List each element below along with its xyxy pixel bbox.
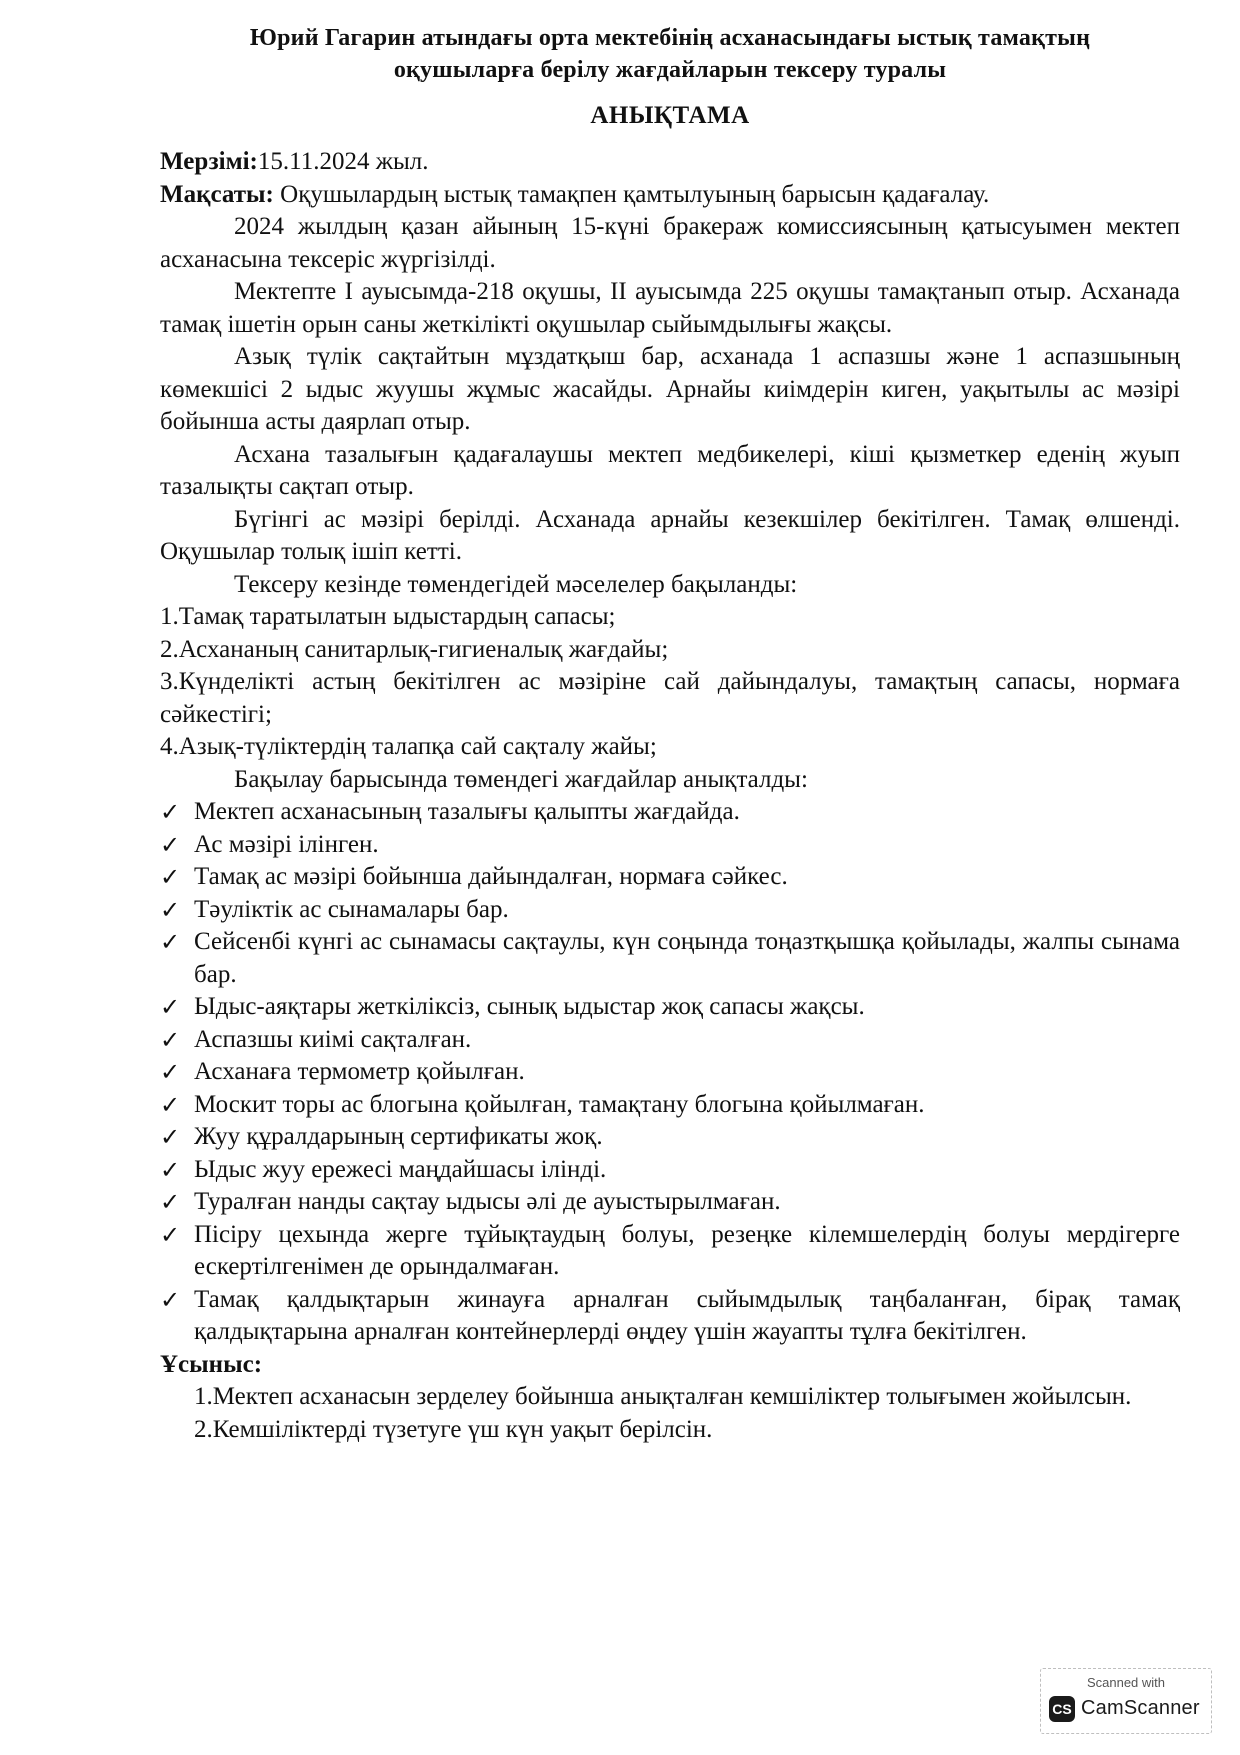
check-icon: ✓ — [160, 1025, 181, 1054]
check-icon: ✓ — [160, 895, 181, 924]
check-icon: ✓ — [160, 1188, 181, 1216]
check-icon: ✓ — [160, 863, 181, 891]
list-item — [160, 829, 1180, 862]
paragraph: Бүгінгі ас мәзірі берілді. Асханада арнайы кезекшілер бекітілген. Тамақ өлшенді. Оқушылар толық ішіп кетті. — [160, 505, 1180, 565]
goal-line — [160, 179, 1180, 212]
list-item — [160, 894, 1180, 927]
check-icon: ✓ — [160, 928, 181, 956]
list-item — [160, 1219, 1180, 1284]
numbered-item: 1.Тамақ таратылатын ыдыстардың сапасы; — [160, 603, 616, 630]
list-item — [160, 1186, 1180, 1219]
date-label: Мерзімі: — [160, 148, 258, 175]
camscanner-logo-icon: CS — [1049, 1696, 1075, 1722]
paragraph: Азық түлік сақтайтын мұздатқыш бар, асханада 1 аспазшы және 1 аспазшының көмекшісі 2 ыдыс жуушы жұмыс жасайды. Арнайы киімдерін киген, уақытылы ас мәзірі бойынша асты даярлап отыр. — [160, 343, 1180, 435]
numbered-item: 4.Азық-түліктердің талапқа сай сақталу жайы; — [160, 733, 657, 760]
finding-text: Москит торы ас блогына қойылған, тамақтану блогына қойылмаған. — [194, 1090, 925, 1118]
header-line-1: Юрий Гагарин атындағы орта мектебінің асханасындағы ыстық тамақтың — [249, 25, 1091, 51]
paragraph: Тексеру кезінде төмендегідей мәселелер бақыланды: — [234, 570, 798, 598]
check-icon: ✓ — [160, 1285, 181, 1314]
finding-text: Тәуліктік ас сынамалары бар. — [194, 895, 509, 923]
camscanner-badge — [1040, 1668, 1212, 1734]
date-line — [160, 146, 1180, 179]
document-title: АНЫҚТАМА — [590, 102, 750, 129]
finding-text: Сейсенбі күнгі ас сынамасы сақтаулы, күн соңында тоңазтқышқа қойылады, жалпы сынама бар. — [194, 928, 1180, 988]
finding-text: Туралған нанды сақтау ыдысы әлі де ауыстырылмаған. — [194, 1188, 781, 1215]
recommendations-label: Ұсыныс: — [160, 1350, 263, 1378]
numbered-item: 2.Асхананың санитарлық-гигиеналық жағдайы; — [160, 635, 669, 663]
list-item — [160, 1024, 1180, 1057]
check-icon: ✓ — [160, 1058, 181, 1086]
list-item — [160, 926, 1180, 991]
badge-app-name: CamScanner — [1081, 1697, 1200, 1719]
finding-text: Ыдыс-аяқтары жеткіліксіз, сынық ыдыстар жоқ сапасы жақсы. — [194, 993, 865, 1020]
list-item — [160, 796, 1180, 829]
recommendation-item: 2.Кемшіліктерді түзетуге үш күн уақыт берілсін. — [194, 1415, 713, 1443]
list-item — [160, 991, 1180, 1024]
check-icon: ✓ — [160, 798, 181, 826]
goal-label: Мақсаты: — [160, 180, 274, 208]
check-icon: ✓ — [160, 1220, 181, 1249]
paragraph: Асхана тазалығын қадағалаушы мектеп медбикелері, кіші қызметкер еденің жуып тазалықты сақтап отыр. — [160, 440, 1180, 500]
list-item — [160, 1056, 1180, 1089]
finding-text: Ас мәзірі ілінген. — [194, 830, 379, 858]
finding-text: Пісіру цехында жерге тұйықтаудың болуы, резеңке кілемшелердің болуы мердігерге ескертілгенімен де орындалмаған. — [194, 1220, 1180, 1280]
list-item — [160, 1121, 1180, 1154]
finding-text: Аспазшы киімі сақталған. — [194, 1025, 472, 1053]
list-item — [160, 861, 1180, 894]
findings-intro: Бақылау барысында төмендегі жағдайлар анықталды: — [234, 765, 808, 793]
finding-text: Асханаға термометр қойылған. — [194, 1058, 525, 1085]
finding-text: Ыдыс жуу ережесі маңдайшасы ілінді. — [194, 1155, 607, 1183]
header-line-2: оқушыларға берілу жағдайларын тексеру туралы — [393, 57, 947, 83]
findings-list — [160, 796, 1180, 1349]
finding-text: Мектеп асханасының тазалығы қалыпты жағдайда. — [194, 798, 740, 825]
check-icon: ✓ — [160, 1123, 181, 1151]
list-item — [160, 1284, 1180, 1349]
check-icon: ✓ — [160, 993, 181, 1021]
finding-text: Тамақ ас мәзірі бойынша дайындалған, нормаға сәйкес. — [194, 863, 788, 890]
list-item — [160, 1089, 1180, 1122]
date-value: 15.11.2024 жыл. — [257, 148, 429, 175]
badge-caption: Scanned with — [1086, 1675, 1166, 1690]
goal-value: Оқушылардың ыстық тамақпен қамтылуының барысын қадағалау. — [273, 180, 990, 208]
recommendation-item: 1.Мектеп асханасын зерделеу бойынша анықталған кемшіліктер толығымен жойылсын. — [194, 1383, 1132, 1410]
check-icon: ✓ — [160, 830, 181, 859]
paragraph: 2024 жылдың қазан айының 15-күні бракераж комиссиясының қатысуымен мектеп асханасына тексеріс жүргізілді. — [160, 213, 1180, 273]
check-icon: ✓ — [160, 1155, 181, 1184]
document-body — [160, 22, 1180, 1446]
numbered-item: 3.Күнделікті астың бекітілген ас мәзіріне сай дайындалуы, тамақтың сапасы, нормаға сәйкестігі; — [160, 668, 1180, 728]
paragraph: Мектепте I ауысымда-218 оқушы, II ауысымда 225 оқушы тамақтанып отыр. Асханада тамақ ішетін орын саны жеткілікті оқушылар сыйымдылығы жақсы. — [160, 278, 1180, 338]
finding-text: Жуу құралдарының сертификаты жоқ. — [194, 1123, 603, 1150]
list-item — [160, 1154, 1180, 1187]
finding-text: Тамақ қалдықтарын жинауға арналған сыйымдылық таңбаланған, бірақ тамақ қалдықтарына арналған контейнерлерді өңдеу үшін жауапты тұлға бекітілген. — [194, 1285, 1180, 1345]
check-icon: ✓ — [160, 1090, 181, 1119]
